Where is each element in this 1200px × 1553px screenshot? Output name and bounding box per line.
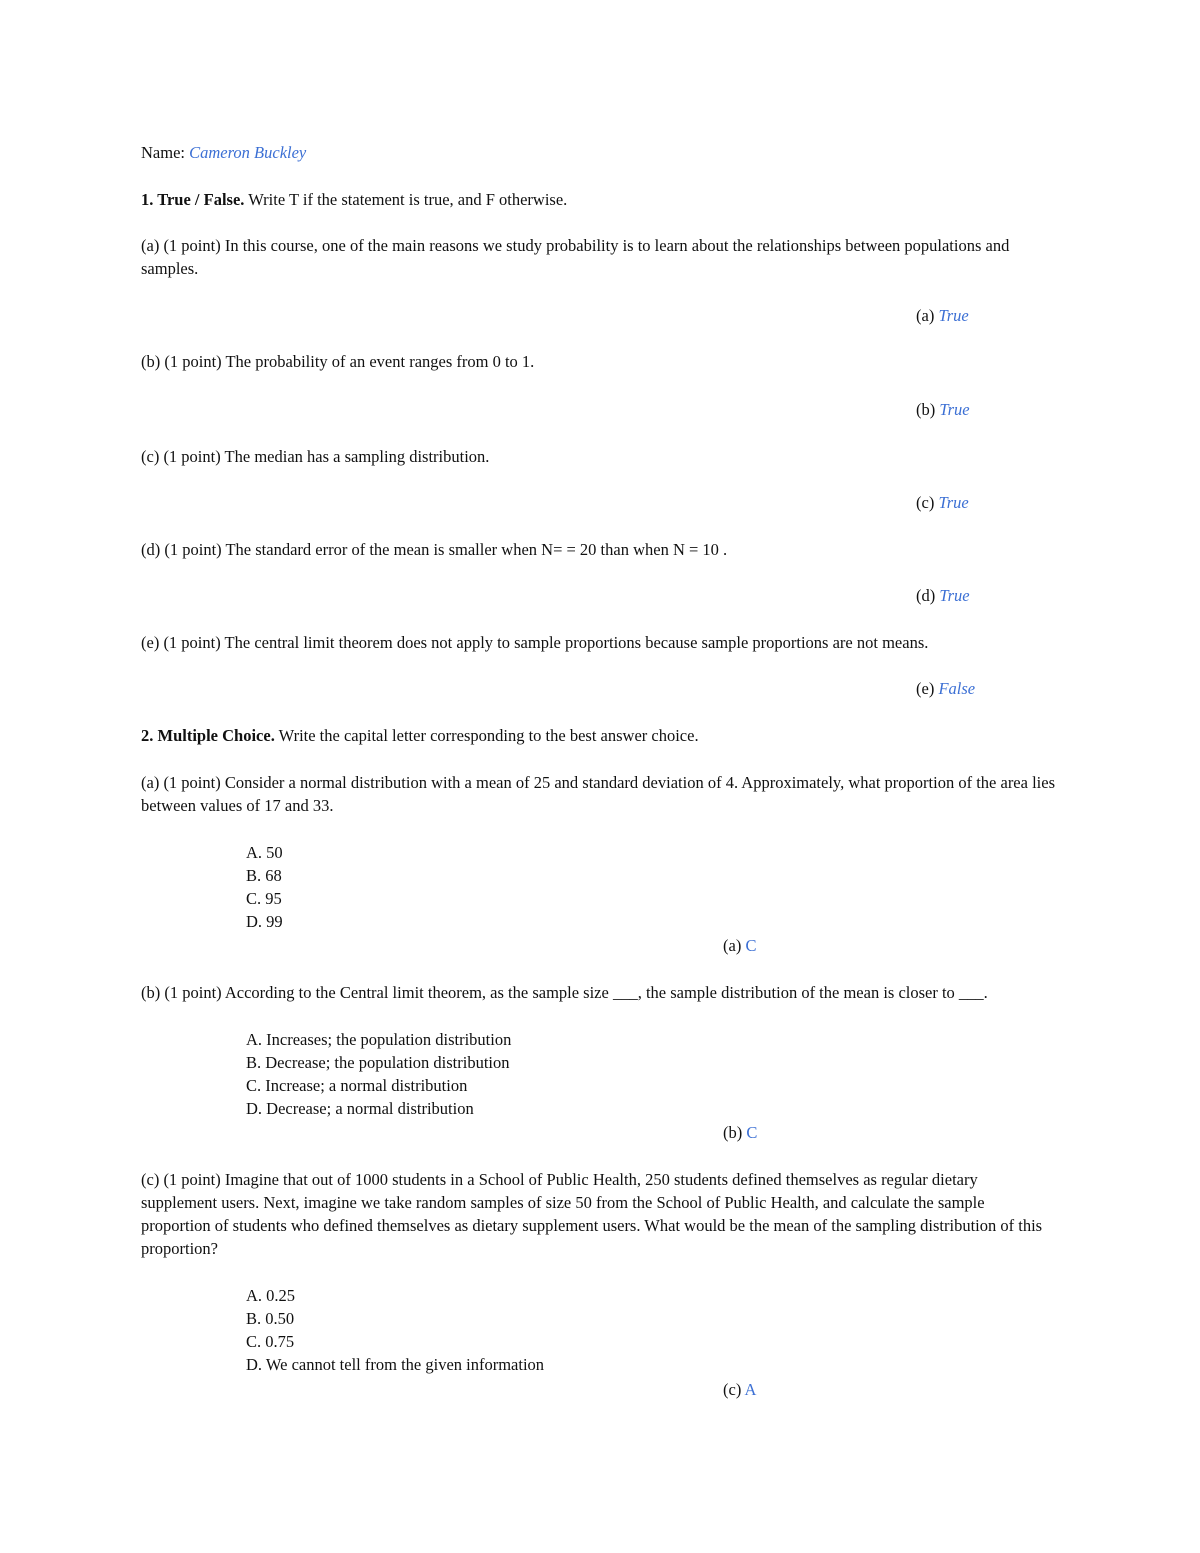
option: D. Decrease; a normal distribution <box>246 1099 474 1118</box>
option: B. 68 <box>246 866 282 885</box>
tf-question-e: (e) (1 point) The central limit theorem does not apply to sample proportions because sample proportions are not means. <box>141 633 929 652</box>
mc-question-c: (c) (1 point) Imagine that out of 1000 students in a School of Public Health, 250 students defined themselves as regular dietary supplement users. Next, imagine we take random samples of size 50 from the School of Public Health, and calculate the sample proportion of students who defined themselves as dietary supplement users. What would be the mean of the sampling distribution of this proportion? <box>141 1170 1043 1258</box>
answer-value: True <box>939 586 970 605</box>
mc-options-a <box>246 841 283 933</box>
option: B. 0.50 <box>246 1309 295 1328</box>
tf-answer-e: (e) False <box>916 679 976 698</box>
section1-title: 1. True / False. <box>141 190 245 209</box>
option: D. 99 <box>246 912 283 931</box>
answer-value: C <box>746 1123 758 1142</box>
mc-answer-a: (a) C <box>723 936 757 955</box>
tf-answer-a: (a) True <box>916 306 969 325</box>
mc-question-b: (b) (1 point) According to the Central limit theorem, as the sample size ___, the sample distribution of the mean is closer to ___. <box>141 983 988 1002</box>
student-name: Cameron Buckley <box>189 143 307 162</box>
tf-answer-d: (d) True <box>916 586 970 605</box>
section2-instructions: Write the capital letter corresponding to the best answer choice. <box>278 726 699 745</box>
name-line <box>141 141 306 164</box>
tf-question-d: (d) (1 point) The standard error of the mean is smaller when N= = 20 than when N = 10 . <box>141 540 728 559</box>
mc-answer-c: (c) A <box>723 1380 757 1399</box>
section1-heading <box>141 188 567 211</box>
option: D. We cannot tell from the given information <box>246 1355 545 1374</box>
section1-instructions: Write T if the statement is true, and F otherwise. <box>248 190 568 209</box>
mc-options-b <box>246 1028 511 1120</box>
name-label: Name: <box>141 143 185 162</box>
mc-question-a: (a) (1 point) Consider a normal distribution with a mean of 25 and standard deviation of 4. Approximately, what proportion of the area lies between values of 17 and 33. <box>141 773 1055 815</box>
mc-answer-b: (b) C <box>723 1123 758 1142</box>
answer-value: True <box>938 306 969 325</box>
option: A. Increases; the population distribution <box>246 1030 512 1049</box>
tf-question-b: (b) (1 point) The probability of an event ranges from 0 to 1. <box>141 352 535 371</box>
answer-value: C <box>745 936 757 955</box>
tf-answer-c: (c) True <box>916 493 969 512</box>
option: B. Decrease; the population distribution <box>246 1053 510 1072</box>
option: C. 95 <box>246 889 282 908</box>
option: A. 0.25 <box>246 1286 296 1305</box>
answer-value: True <box>938 493 969 512</box>
answer-value: False <box>938 679 976 698</box>
option: C. Increase; a normal distribution <box>246 1076 468 1095</box>
tf-question-c: (c) (1 point) The median has a sampling distribution. <box>141 447 490 466</box>
answer-value: A <box>744 1380 757 1399</box>
answer-value: True <box>939 400 970 419</box>
section2-heading <box>141 724 699 747</box>
option: C. 0.75 <box>246 1332 295 1351</box>
tf-answer-b: (b) True <box>916 400 970 419</box>
section2-title: 2. Multiple Choice. <box>141 726 275 745</box>
option: A. 50 <box>246 843 283 862</box>
tf-question-a: (a) (1 point) In this course, one of the main reasons we study probability is to learn about the relationships between populations and samples. <box>141 236 1010 278</box>
mc-options-c <box>246 1284 544 1376</box>
